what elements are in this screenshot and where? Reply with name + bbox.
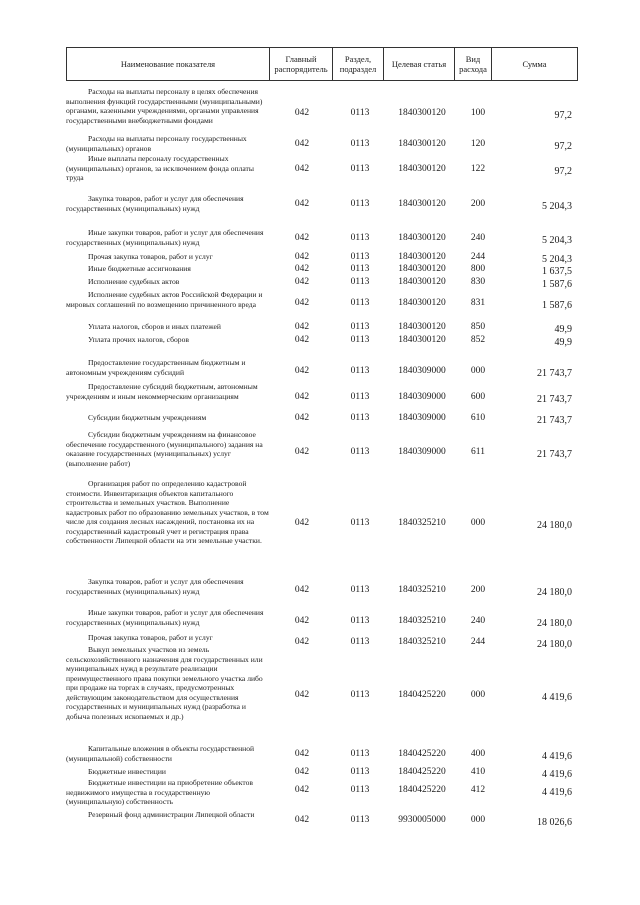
row-name: Уплата налогов, сборов и иных платежей [88, 322, 221, 331]
row-sum: 4 419,6 [542, 751, 572, 762]
row-name: Закупка товаров, работ и услуг для обеспечения государственных (муниципальных) нужд [66, 194, 244, 213]
header-sum: Сумма [522, 59, 547, 69]
row-name: Предоставление субсидий бюджетным, автономным учреждениям и иным некоммерческим организациям [66, 382, 258, 401]
row-csr: 1840309000 [398, 413, 446, 423]
row-razdel: 0113 [350, 335, 370, 345]
row-csr: 1840425220 [398, 749, 446, 759]
row-csr: 1840300120 [398, 108, 446, 118]
row-sum: 21 743,7 [537, 368, 572, 379]
row-gr: 042 [294, 815, 310, 825]
header-gr: Главный распорядитель [274, 54, 328, 74]
row-razdel: 0113 [350, 277, 370, 287]
row-csr: 1840325210 [398, 585, 446, 595]
row-vr: 800 [470, 264, 486, 274]
row-name: Иные бюджетные ассигнования [88, 264, 191, 273]
row-razdel: 0113 [350, 616, 370, 626]
row-name: Бюджетные инвестиции на приобретение объектов недвижимого имущества в государственную (муниципальную) собственность [66, 778, 253, 806]
row-sum: 49,9 [554, 324, 572, 335]
row-csr: 1840300120 [398, 252, 446, 262]
row-gr: 042 [294, 767, 310, 777]
row-sum: 4 419,6 [542, 787, 572, 798]
row-csr: 1840309000 [398, 366, 446, 376]
row-vr: 240 [470, 616, 486, 626]
row-vr: 100 [470, 108, 486, 118]
row-gr: 042 [294, 322, 310, 332]
row-sum: 24 180,0 [537, 618, 572, 629]
row-csr: 1840425220 [398, 690, 446, 700]
row-name: Закупка товаров, работ и услуг для обеспечения государственных (муниципальных) нужд [66, 577, 244, 596]
header-name-cell [66, 47, 270, 81]
row-csr: 1840300120 [398, 164, 446, 174]
row-sum: 97,2 [554, 141, 572, 152]
header-sum-cell [491, 47, 578, 81]
row-gr: 042 [294, 335, 310, 345]
row-gr: 042 [294, 413, 310, 423]
header-gr-cell [269, 47, 333, 81]
row-razdel: 0113 [350, 264, 370, 274]
row-csr: 1840300120 [398, 277, 446, 287]
row-sum: 5 204,3 [542, 201, 572, 212]
row-csr: 1840325210 [398, 637, 446, 647]
row-name: Бюджетные инвестиции [88, 767, 166, 776]
row-csr: 1840300120 [398, 199, 446, 209]
row-vr: 200 [470, 199, 486, 209]
row-name: Резервный фонд администрации Липецкой области [88, 810, 255, 819]
row-csr: 1840325210 [398, 518, 446, 528]
row-csr: 1840325210 [398, 616, 446, 626]
row-sum: 1 637,5 [542, 266, 572, 277]
row-sum: 21 743,7 [537, 415, 572, 426]
row-vr: 852 [470, 335, 486, 345]
row-name: Организация работ по определению кадастровой стоимости. Инвентаризация объектов капитального строительства и земельных участков. Выполнение кадастровых работ по образованию земельных участков, в том числе для создания лесных насаждений, постановка их на государственный кадастровый учет и регистрация права собственности Липецкой области на эти земельные участки. [66, 479, 269, 545]
row-razdel: 0113 [350, 164, 370, 174]
row-gr: 042 [294, 108, 310, 118]
row-razdel: 0113 [350, 298, 370, 308]
row-vr: 244 [470, 252, 486, 262]
row-name: Исполнение судебных актов Российской Федерации и мировых соглашений по возмещению причиненного вреда [66, 290, 263, 309]
header-vr: Вид расхода [459, 54, 487, 74]
header-razdel: Раздел, подраздел [339, 54, 377, 74]
row-gr: 042 [294, 139, 310, 149]
row-vr: 610 [470, 413, 486, 423]
row-csr: 1840309000 [398, 392, 446, 402]
row-csr: 1840300120 [398, 233, 446, 243]
row-razdel: 0113 [350, 585, 370, 595]
row-razdel: 0113 [350, 815, 370, 825]
row-razdel: 0113 [350, 392, 370, 402]
row-razdel: 0113 [350, 108, 370, 118]
row-gr: 042 [294, 585, 310, 595]
row-gr: 042 [294, 164, 310, 174]
header-razdel-cell [332, 47, 384, 81]
row-vr: 600 [470, 392, 486, 402]
row-vr: 200 [470, 585, 486, 595]
row-sum: 5 204,3 [542, 235, 572, 246]
row-razdel: 0113 [350, 413, 370, 423]
row-vr: 410 [470, 767, 486, 777]
row-vr: 412 [470, 785, 486, 795]
row-razdel: 0113 [350, 139, 370, 149]
row-gr: 042 [294, 392, 310, 402]
header-vr-cell [454, 47, 492, 81]
row-vr: 831 [470, 298, 486, 308]
row-name: Прочая закупка товаров, работ и услуг [88, 633, 213, 642]
row-vr: 000 [470, 690, 486, 700]
row-razdel: 0113 [350, 767, 370, 777]
row-name: Субсидии бюджетным учреждениям [88, 413, 207, 422]
row-vr: 611 [471, 447, 485, 457]
row-razdel: 0113 [350, 518, 370, 528]
row-razdel: 0113 [350, 233, 370, 243]
row-gr: 042 [294, 366, 310, 376]
row-vr: 000 [470, 518, 486, 528]
row-sum: 24 180,0 [537, 587, 572, 598]
row-sum: 1 587,6 [542, 300, 572, 311]
row-name: Расходы на выплаты персоналу государственных (муниципальных) органов [66, 134, 247, 153]
header-csr-cell [383, 47, 455, 81]
row-razdel: 0113 [350, 637, 370, 647]
row-razdel: 0113 [350, 785, 370, 795]
row-vr: 400 [470, 749, 486, 759]
row-sum: 24 180,0 [537, 520, 572, 531]
header-name: Наименование показателя [120, 59, 216, 69]
row-gr: 042 [294, 690, 310, 700]
row-name: Иные выплаты персоналу государственных (муниципальных) органов, за исключением фонда оплаты труда [66, 154, 254, 182]
row-razdel: 0113 [350, 199, 370, 209]
row-name: Уплата прочих налогов, сборов [88, 335, 189, 344]
row-gr: 042 [294, 518, 310, 528]
row-gr: 042 [294, 252, 310, 262]
row-csr: 1840425220 [398, 785, 446, 795]
row-name: Иные закупки товаров, работ и услуг для обеспечения государственных (муниципальных) нужд [66, 608, 264, 627]
row-name: Выкуп земельных участков из земель сельскохозяйственного назначения для государственных или муниципальных нужд в результате реализации преимущественного права покупки земельного участка либо при продаже на торгах в случаях, предусмотренных действующим законодательством для осуществления государственных и муниципальных нужд (разработка и добыча полезных ископаемых и др.) [66, 645, 263, 721]
row-sum: 21 743,7 [537, 449, 572, 460]
row-sum: 49,9 [554, 337, 572, 348]
row-razdel: 0113 [350, 690, 370, 700]
row-vr: 000 [470, 815, 486, 825]
row-sum: 24 180,0 [537, 639, 572, 650]
header-csr: Целевая статья [391, 59, 447, 69]
row-sum: 5 204,3 [542, 254, 572, 265]
row-gr: 042 [294, 785, 310, 795]
row-csr: 1840425220 [398, 767, 446, 777]
row-name: Капитальные вложения в объекты государственной (муниципальной) собственности [66, 744, 255, 763]
row-sum: 18 026,6 [537, 817, 572, 828]
row-csr: 1840309000 [398, 447, 446, 457]
row-csr: 1840300120 [398, 264, 446, 274]
row-vr: 240 [470, 233, 486, 243]
row-name: Иные закупки товаров, работ и услуг для обеспечения государственных (муниципальных) нужд [66, 228, 264, 247]
row-gr: 042 [294, 264, 310, 274]
row-gr: 042 [294, 298, 310, 308]
row-razdel: 0113 [350, 749, 370, 759]
row-gr: 042 [294, 199, 310, 209]
row-gr: 042 [294, 749, 310, 759]
row-csr: 1840300120 [398, 322, 446, 332]
row-vr: 120 [470, 139, 486, 149]
row-name: Прочая закупка товаров, работ и услуг [88, 252, 213, 261]
row-sum: 21 743,7 [537, 394, 572, 405]
row-csr: 1840300120 [398, 298, 446, 308]
row-sum: 97,2 [554, 110, 572, 121]
row-sum: 1 587,6 [542, 279, 572, 290]
row-gr: 042 [294, 447, 310, 457]
row-razdel: 0113 [350, 447, 370, 457]
row-razdel: 0113 [350, 252, 370, 262]
row-name: Субсидии бюджетным учреждениям на финансовое обеспечение государственного (муниципального) задания на оказание государственных (муниципальных) услуг (выполнение работ) [66, 430, 263, 468]
row-sum: 97,2 [554, 166, 572, 177]
row-razdel: 0113 [350, 366, 370, 376]
row-csr: 1840300120 [398, 139, 446, 149]
row-vr: 244 [470, 637, 486, 647]
row-vr: 000 [470, 366, 486, 376]
row-name: Предоставление государственным бюджетным и автономным учреждениям субсидий [66, 358, 246, 377]
row-sum: 4 419,6 [542, 692, 572, 703]
row-name: Расходы на выплаты персоналу в целях обеспечения выполнения функций государственными (муниципальными) органами, казенными учреждениями, органами управления государственными внебюджетными фондами [66, 87, 263, 125]
row-razdel: 0113 [350, 322, 370, 332]
row-sum: 4 419,6 [542, 769, 572, 780]
row-vr: 830 [470, 277, 486, 287]
row-csr: 1840300120 [398, 335, 446, 345]
row-vr: 850 [470, 322, 486, 332]
row-gr: 042 [294, 233, 310, 243]
row-gr: 042 [294, 637, 310, 647]
row-csr: 9930005000 [398, 815, 446, 825]
row-gr: 042 [294, 616, 310, 626]
row-vr: 122 [470, 164, 486, 174]
row-name: Исполнение судебных актов [88, 277, 180, 286]
row-gr: 042 [294, 277, 310, 287]
